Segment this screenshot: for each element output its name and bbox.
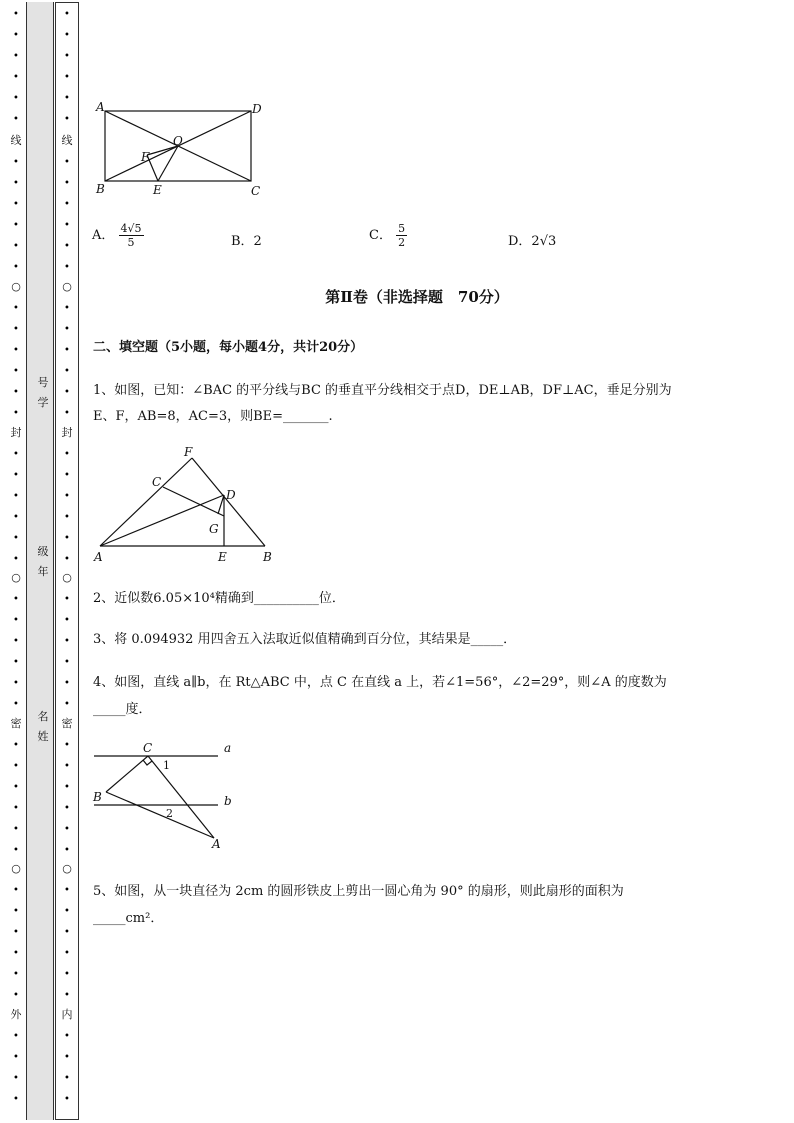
right-dot-column-3: • • • • • •: [64, 303, 70, 419]
fig2-label-F: F: [184, 445, 193, 459]
fig1-label-O: O: [173, 134, 183, 148]
option-a[interactable]: [92, 222, 144, 249]
right-dot-column-5: • • • • • •: [64, 594, 70, 710]
figure-parallel-lines-diagram: [88, 735, 248, 853]
grade-label-1: 级: [37, 545, 49, 558]
fig2-label-B: B: [263, 550, 272, 564]
student-id-label-1: 号: [37, 376, 49, 389]
q2-text: 2、近似数6.05×10⁴精确到__________位．: [93, 591, 345, 606]
name-label-1: 名: [37, 710, 49, 723]
figure-triangle-diagram: [88, 440, 288, 568]
fig3-label-C: C: [143, 741, 153, 755]
right-dot-column-1: • • • • • •: [64, 9, 70, 125]
option-a-numerator: 4√5: [120, 222, 142, 235]
left-circle-2: ○: [11, 571, 21, 584]
right-marker-nei: 内: [61, 1008, 73, 1021]
fig3-label-b: b: [224, 794, 232, 808]
option-a-prefix: A．: [92, 228, 115, 243]
option-c-fraction: [396, 222, 407, 249]
fig1-label-E: E: [153, 183, 162, 197]
q5-line1: 5、如图，从一块直径为 2cm 的圆形铁皮上剪出一圆心角为 90° 的扇形，则此扇形的面积为: [93, 884, 624, 899]
right-marker-mi: 密: [61, 717, 73, 730]
right-marker-feng: 封: [61, 426, 73, 439]
option-a-fraction: [119, 222, 144, 249]
option-c-denominator: 2: [398, 236, 406, 249]
right-circle-1: ○: [62, 280, 72, 293]
left-dot-column-5: • • • • • •: [13, 594, 19, 710]
left-circle-3: ○: [11, 862, 21, 875]
part-heading: 二、填空题（5小题，每小题4分，共计20分）: [93, 340, 364, 355]
fig3-label-B: B: [93, 790, 102, 804]
left-dot-column-2: • • • • • •: [13, 157, 19, 273]
left-circle-1: ○: [11, 280, 21, 293]
student-id-label-2: 学: [37, 396, 49, 409]
fig2-label-G: G: [209, 522, 219, 536]
fig1-label-F: F: [141, 150, 150, 164]
right-dot-column-7: • • • • • •: [64, 885, 70, 1001]
right-marker-xian: 线: [61, 134, 73, 147]
option-a-denominator: 5: [127, 236, 135, 249]
right-dot-column-2: • • • • • •: [64, 157, 70, 273]
left-marker-mi: 密: [10, 717, 22, 730]
right-dot-column-8: • • • •: [64, 1031, 70, 1105]
fig1-label-B: B: [96, 182, 105, 196]
left-dot-column-3: • • • • • •: [13, 303, 19, 419]
q4-line1: 4、如图，直线 a∥b，在 Rt△ABC 中，点 C 在直线 a 上，若∠1=56°，∠2=29°，则∠A 的度数为: [93, 675, 667, 690]
grade-label-2: 年: [37, 565, 49, 578]
left-marker-wai: 外: [10, 1008, 22, 1021]
q3-text: 3、将 0.094932 用四舍五入法取近似值精确到百分位，其结果是_____．: [93, 632, 517, 647]
left-dot-column-4: • • • • • •: [13, 449, 19, 565]
q4-line2: _____度．: [93, 702, 152, 717]
q1-line1: 1、如图，已知：∠BAC 的平分线与BC 的垂直平分线相交于点D，DE⊥AB，DF⊥AC，垂足分别为: [93, 383, 672, 398]
fig3-label-2: 2: [166, 807, 173, 820]
figure-rectangle-diagram: [92, 98, 272, 198]
fig1-label-C: C: [251, 184, 261, 198]
binding-gray-strip: [26, 2, 54, 1120]
left-dot-column-1: • • • • • •: [13, 9, 19, 125]
name-label-2: 姓: [37, 730, 49, 743]
right-dot-column-6: • • • • • •: [64, 740, 70, 856]
fig2-label-D: D: [226, 488, 236, 502]
left-dot-column-6: • • • • • •: [13, 740, 19, 856]
option-c-prefix: C．: [369, 228, 392, 243]
left-dot-column-7: • • • • • •: [13, 885, 19, 1001]
right-circle-3: ○: [62, 862, 72, 875]
option-b[interactable]: B．2: [231, 234, 262, 249]
fig1-label-A: A: [96, 100, 105, 114]
fig3-label-A: A: [212, 837, 221, 851]
right-dot-column-4: • • • • • •: [64, 449, 70, 565]
q1-line2: E、F，AB=8，AC=3，则BE=_______.: [93, 409, 333, 424]
fig3-label-1: 1: [163, 759, 170, 772]
option-c[interactable]: [369, 222, 407, 249]
section-title: 第Ⅱ卷（非选择题 70分）: [325, 288, 509, 306]
option-c-numerator: 5: [398, 222, 406, 235]
left-dot-column-8: • • • •: [13, 1031, 19, 1105]
fig2-label-A: A: [94, 550, 103, 564]
fig1-label-D: D: [252, 102, 262, 116]
fig3-label-a: a: [224, 741, 232, 755]
option-d[interactable]: D．2√3: [508, 234, 557, 249]
fig2-label-C: C: [152, 475, 162, 489]
q5-line2: _____cm²．: [93, 911, 164, 926]
left-marker-xian: 线: [10, 134, 22, 147]
fig2-label-E: E: [218, 550, 227, 564]
right-circle-2: ○: [62, 571, 72, 584]
left-marker-feng: 封: [10, 426, 22, 439]
